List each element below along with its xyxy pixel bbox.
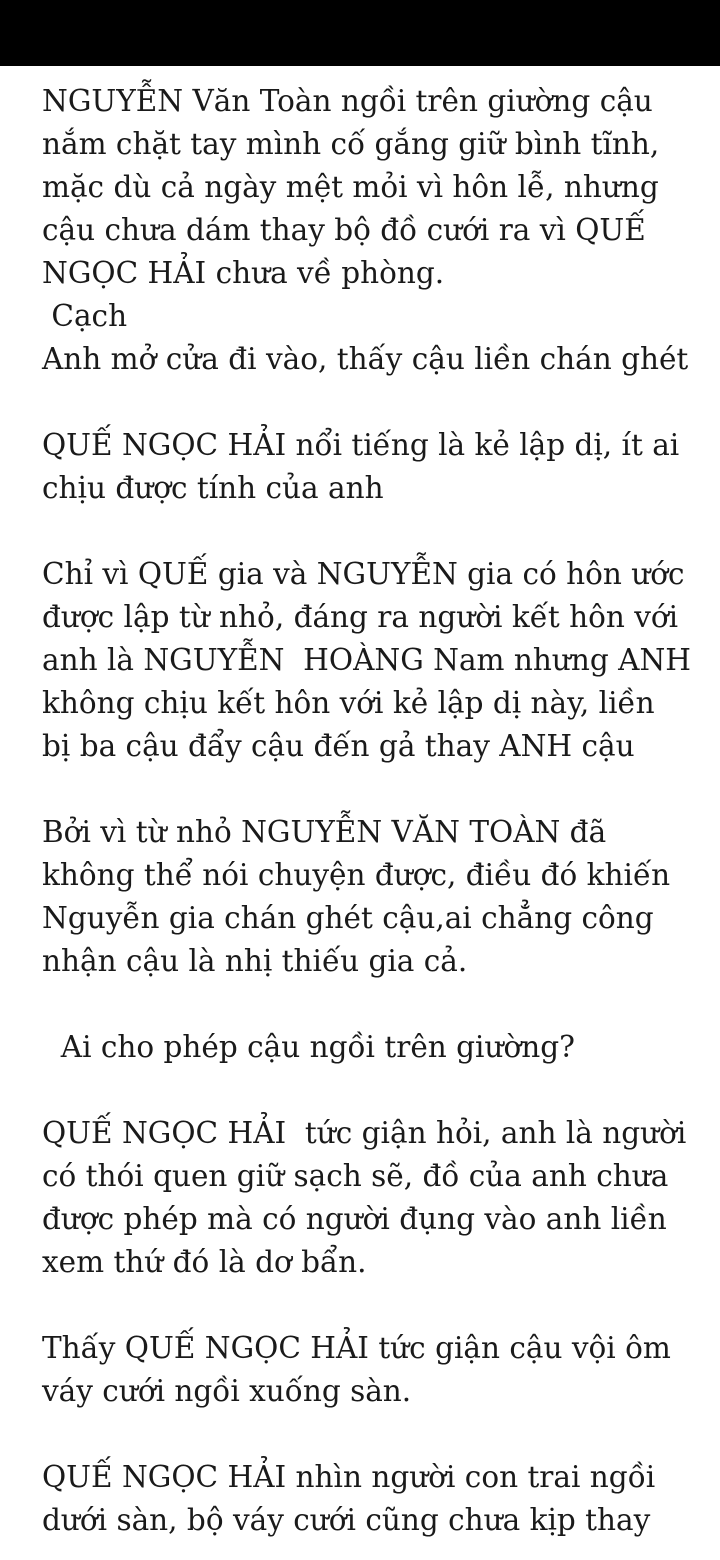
paragraph-gap bbox=[42, 1069, 692, 1112]
paragraph-6: Bởi vì từ nhỏ NGUYỄN VĂN TOÀN đã không thể nói chuyện được, điều đó khiến Nguyễn gia chán ghét cậu,ai chẳng công nhận cậu là nhị thiếu gia cả. bbox=[42, 815, 680, 978]
paragraph-gap bbox=[42, 381, 692, 424]
paragraph-2: Cạch bbox=[42, 299, 128, 333]
top-status-bar bbox=[0, 0, 720, 66]
paragraph-gap bbox=[42, 983, 692, 1026]
paragraph-1: NGUYỄN Văn Toàn ngồi trên giường cậu nắm chặt tay mình cố gắng giữ bình tĩnh, mặc dù cả ngày mệt mỏi vì hôn lễ, nhưng cậu chưa dám thay bộ đồ cưới ra vì QUẾ NGỌC HẢI chưa về phòng. bbox=[42, 84, 669, 290]
paragraph-gap bbox=[42, 768, 692, 811]
paragraph-3: Anh mở cửa đi vào, thấy cậu liền chán ghét bbox=[42, 342, 689, 376]
paragraph-gap bbox=[42, 1284, 692, 1327]
story-text-area[interactable] bbox=[42, 80, 701, 1560]
paragraph-10: QUẾ NGỌC HẢI nhìn người con trai ngồi dưới sàn, bộ váy cưới cũng chưa kịp thay bbox=[42, 1460, 665, 1537]
paragraph-8: QUẾ NGỌC HẢI tức giận hỏi, anh là người có thói quen giữ sạch sẽ, đồ của anh chưa được phép mà có người đụng vào anh liền xem thứ đó là dơ bẩn. bbox=[42, 1116, 696, 1279]
paragraph-gap bbox=[42, 510, 692, 553]
paragraph-7: Ai cho phép cậu ngồi trên giường? bbox=[42, 1030, 575, 1064]
paragraph-gap bbox=[42, 1413, 692, 1456]
paragraph-4: QUẾ NGỌC HẢI nổi tiếng là kẻ lập dị, ít ai chịu được tính của anh bbox=[42, 428, 689, 505]
paragraph-9: Thấy QUẾ NGỌC HẢI tức giận cậu vội ôm váy cưới ngồi xuống sàn. bbox=[42, 1331, 681, 1408]
paragraph-5: Chỉ vì QUẾ gia và NGUYỄN gia có hôn ước được lập từ nhỏ, đáng ra người kết hôn với anh là NGUYỄN HOÀNG Nam nhưng ANH không chịu kết hôn với kẻ lập dị này, liền bị ba cậu đẩy cậu đến gả thay ANH cậu bbox=[42, 557, 701, 763]
